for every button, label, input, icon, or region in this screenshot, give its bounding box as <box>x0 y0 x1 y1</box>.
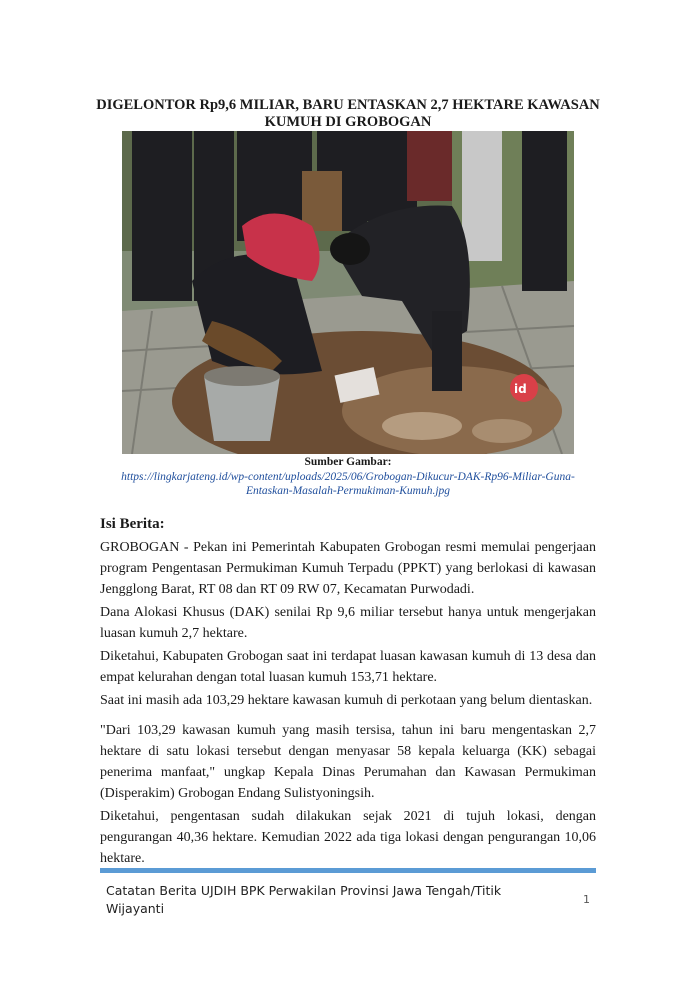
footer-divider <box>100 868 596 873</box>
article-body <box>100 537 596 871</box>
paragraph: Dana Alokasi Khusus (DAK) senilai Rp 9,6 miliar tersebut hanya untuk mengerjakan luasan kumuh 2,7 hektare. <box>100 605 596 641</box>
paragraph: Diketahui, Kabupaten Grobogan saat ini terdapat luasan kawasan kumuh di 13 desa dan empat kelurahan dengan total luasan kumuh 153,71 hektare. <box>100 649 596 685</box>
image-source-link[interactable]: https://lingkarjateng.id/wp-content/uploads/2025/06/Grobogan-Dikucur-DAK-Rp96-Miliar-Guna-Entaskan-Masalah-Permukiman-Kumuh.jpg <box>121 471 575 497</box>
footer-note: Catatan Berita UJDIH BPK Perwakilan Provinsi Jawa Tengah/Titik Wijayanti <box>106 883 502 916</box>
watermark-label: id <box>514 382 527 396</box>
paragraph: GROBOGAN - Pekan ini Pemerintah Kabupaten Grobogan resmi memulai pengerjaan program Pengentasan Permukiman Kumuh Terpadu (PPKT) yang berlokasi di kawasan Jengglong Barat, RT 08 dan RT 09 RW 07, Kecamatan Purwodadi. <box>100 540 596 597</box>
news-photo <box>122 131 574 454</box>
paragraph: "Dari 103,29 kawasan kumuh yang masih tersisa, tahun ini baru mengentaskan 2,7 hektare di satu lokasi tersebut dengan menyasar 58 kepala keluarga (KK) sebagai penerima manfaat," ungkap Kepala Dinas Perumahan dan Kawasan Permukiman (Disperakim) Grobogan Endang Sulistyoningsih. <box>100 723 596 801</box>
paragraph: Saat ini masih ada 103,29 hektare kawasan kumuh di perkotaan yang belum dientaskan. <box>100 693 593 708</box>
paragraph: Diketahui, pengentasan sudah dilakukan sejak 2021 di tujuh lokasi, dengan pengurangan 40,36 hektare. Kemudian 2022 ada tiga lokasi dengan pengurangan 10,06 hektare. <box>100 809 596 866</box>
image-caption-label: Sumber Gambar: <box>304 456 392 468</box>
page-title: DIGELONTOR Rp9,6 MILIAR, BARU ENTASKAN 2,7 HEKTARE KAWASAN KUMUH DI GROBOGAN <box>96 97 600 130</box>
page-number: 1 <box>583 893 590 906</box>
section-heading: Isi Berita: <box>100 516 165 532</box>
